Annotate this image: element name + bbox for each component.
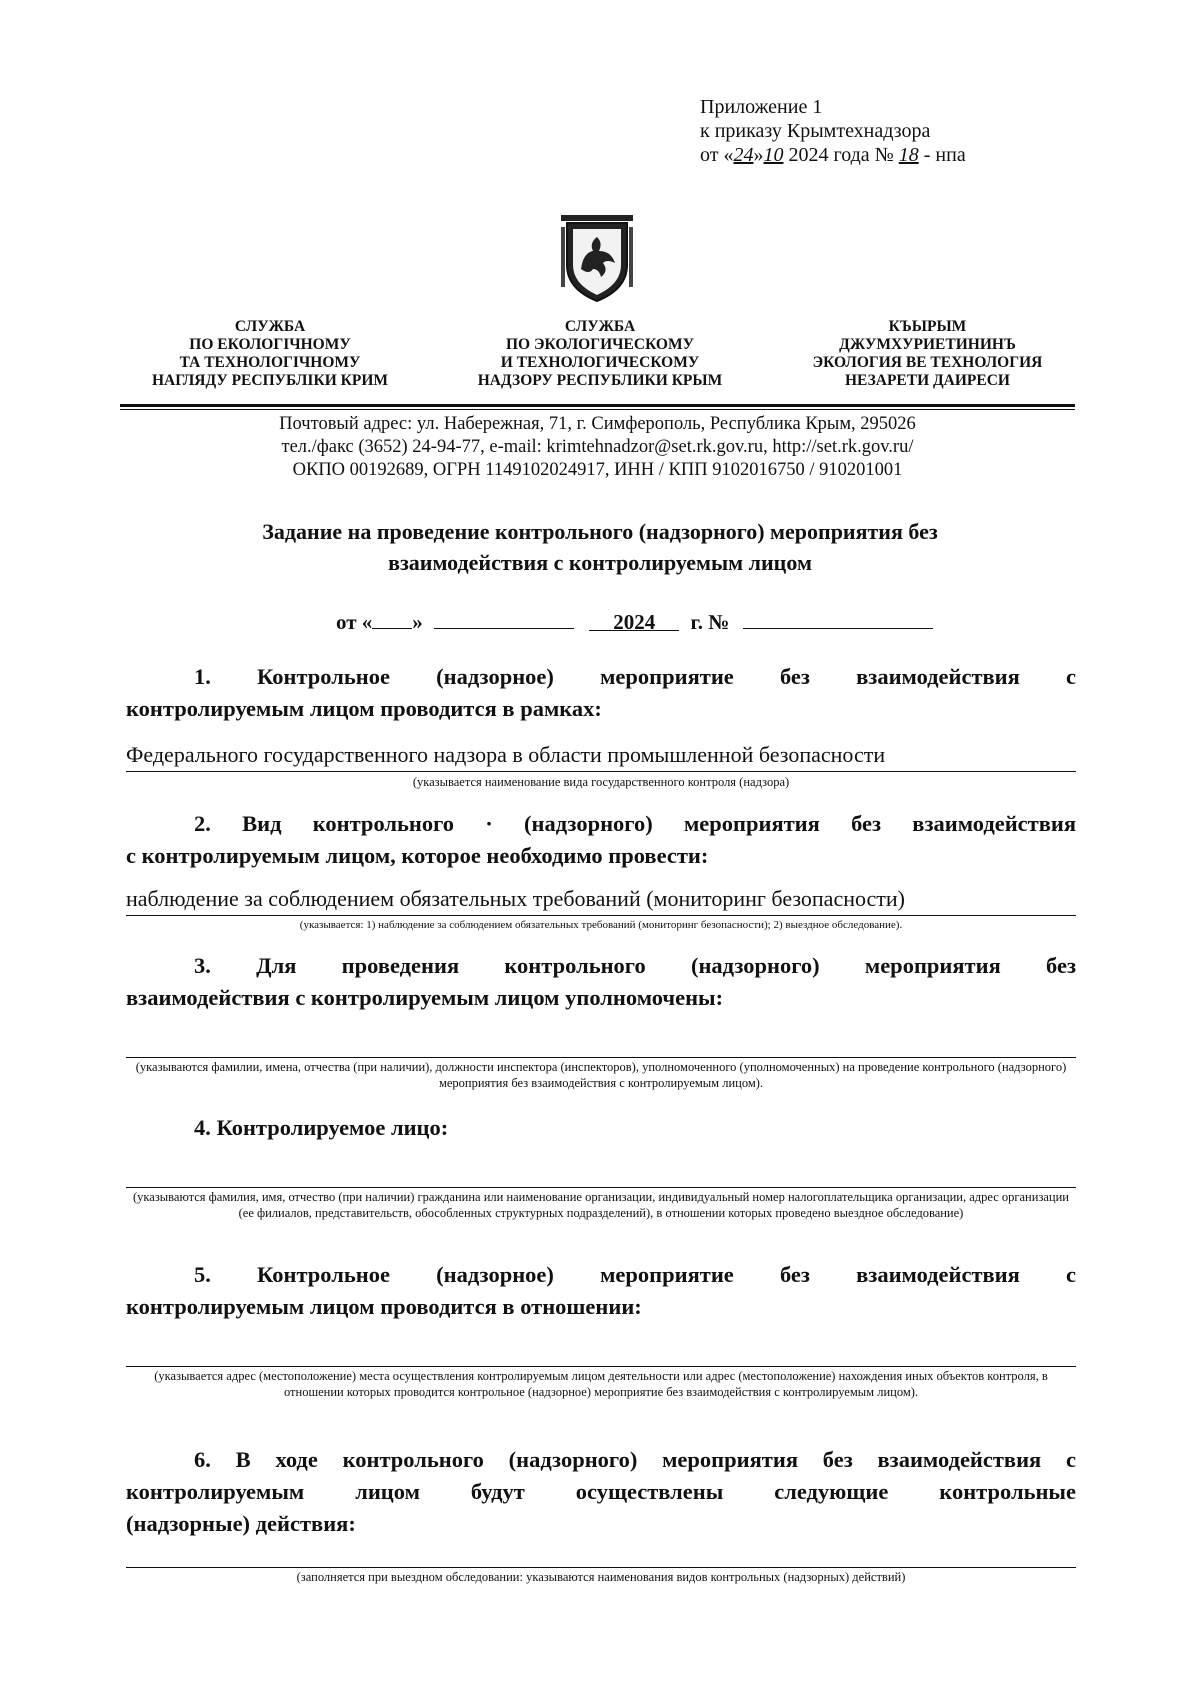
day-blank — [372, 608, 412, 629]
section-2-line — [126, 915, 1076, 916]
task-date-line: от « » 2024 г. № — [336, 608, 933, 635]
org-name-crimean-tatar: КЪЫРЫМ ДЖУМХУРИЕТИНИНЪ ЭКОЛОГИЯ ВЕ ТЕХНОЛОГИЯ НЕЗАРЕТИ ДАИРЕСИ — [812, 318, 1043, 389]
section-3-line — [126, 1057, 1076, 1058]
appendix-order-ref: к приказу Крымтехнадзора — [700, 120, 931, 142]
section-3-note: (указываются фамилии, имена, отчества (при наличии), должности инспектора (инспекторов), уполномоченного (уполномоченных) на проведение контрольного (надзорного) мероприятия без взаимодействия с контролируемым лицом). — [135, 1060, 1067, 1090]
appendix-day: 24 — [733, 144, 754, 166]
header-divider-thin — [120, 409, 1075, 410]
section-3-heading: 3. Для проведения контрольного (надзорного) мероприятия без взаимодействия с контролируемым лицом уполномочены: — [126, 953, 1076, 1010]
section-1-value: Федерального государственного надзора в области промышленной безопасности — [126, 742, 886, 767]
section-1-line — [126, 771, 1076, 772]
registration-codes: ОКПО 00192689, ОГРН 1149102024917, ИНН / КПП 9102016750 / 910201001 — [292, 460, 903, 480]
appendix-month: 10 — [763, 144, 784, 166]
appendix-date-line: от «24»10 2024 года № 18 - нпа — [700, 144, 966, 166]
section-4-note: (указываются фамилия, имя, отчество (при наличии) гражданина или наименование организации, индивидуальный номер налогоплательщика организации, адрес организации (ее филиалов, представительств, обособленных структурных подразделений), в отношении которых проведено выездное обследование) — [133, 1190, 1069, 1220]
organisation-header — [120, 318, 1075, 402]
number-blank — [743, 608, 933, 629]
appendix-title: Приложение 1 — [700, 96, 823, 118]
postal-address: Почтовый адрес: ул. Набережная, 71, г. Симферополь, Республика Крым, 295026 — [279, 414, 916, 434]
section-4-heading: 4. Контролируемое лицо: — [194, 1115, 449, 1140]
appendix-number: 18 — [898, 144, 919, 166]
appendix-block — [700, 95, 966, 167]
header-divider — [120, 404, 1075, 407]
section-2-heading: 2. Вид контрольного · (надзорного) мероприятия без взаимодействия с контролируемым лицом, которое необходимо провести: — [126, 811, 1076, 868]
section-1-note: (указывается наименование вида государственного контроля (надзора) — [412, 775, 790, 789]
phone-email: тел./факс (3652) 24-94-77, e-mail: krimtehnadzor@set.rk.gov.ru, http://set.rk.gov.ru/ — [281, 437, 914, 457]
section-4-line — [126, 1187, 1076, 1188]
section-1-heading: 1. Контрольное (надзорное) мероприятие без взаимодействия с контролируемым лицом проводится в рамках: — [126, 664, 1076, 721]
section-5-note: (указывается адрес (местоположение) места осуществления контролируемым лицом деятельности или адрес (местоположение) нахождения иных объектов контроля, в отношении которых проводится контрольное (надзорное) мероприятие без взаимодействия с контролируемым лицом). — [154, 1369, 1048, 1399]
section-6-heading: 6. В ходе контрольного (надзорного) мероприятия без взаимодействия с контролируемым лицом будут осуществлены следующие контрольные (надзорные) действия: — [126, 1447, 1076, 1536]
document-title: Задание на проведение контрольного (надзорного) мероприятия без взаимодействия с контролируемым лицом — [262, 519, 938, 575]
contact-details — [120, 413, 1075, 482]
section-5-heading: 5. Контрольное (надзорное) мероприятие без взаимодействия с контролируемым лицом проводится в отношении: — [126, 1262, 1076, 1319]
year-value: 2024 — [589, 610, 679, 631]
section-6-line — [126, 1567, 1076, 1568]
section-2-note: (указывается: 1) наблюдение за соблюдением обязательных требований (мониторинг безопасности); 2) выездное обследование). — [299, 919, 903, 931]
month-blank — [434, 608, 574, 629]
org-name-ukrainian: СЛУЖБА ПО ЕКОЛОГІЧНОМУ ТА ТЕХНОЛОГІЧНОМУ НАГЛЯДУ РЕСПУБЛІКИ КРИМ — [151, 318, 389, 389]
section-5-line — [126, 1366, 1076, 1367]
crimea-coat-of-arms-icon — [559, 213, 635, 303]
section-6-note: (заполняется при выездном обследовании: указываются наименования видов контрольных (надзорных) действий) — [296, 1570, 906, 1584]
section-2-value: наблюдение за соблюдением обязательных требований (мониторинг безопасности) — [126, 886, 906, 911]
org-name-russian: СЛУЖБА ПО ЭКОЛОГИЧЕСКОМУ И ТЕХНОЛОГИЧЕСКОМУ НАДЗОРУ РЕСПУБЛИКИ КРЫМ — [477, 318, 723, 389]
